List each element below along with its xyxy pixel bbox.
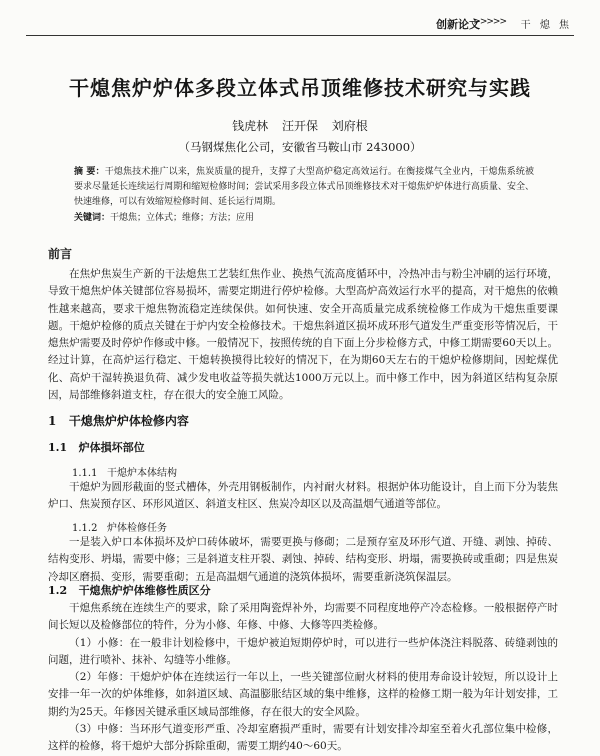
- section-1-2-body: [48, 600, 558, 756]
- abstract-text: 干熄焦技术推广以来，焦炭质量的提升，支撑了大型高炉稳定高效运行。在衡接煤气全业内，干熄焦系统被要求尽量延长连续运行周期和缩短检修时间；尝试采用多段立体式吊顶维修技术对干熄焦炉炉体进行高质量、安全、快速维修，可以有效缩短检修时间、延长运行周期。: [74, 167, 534, 207]
- section-1-2-heading: [48, 582, 211, 598]
- header-journal-name: 干 熄 焦: [520, 20, 572, 31]
- section-1-1-2-heading: [72, 519, 167, 534]
- abstract-label: 摘 要：: [74, 167, 105, 177]
- section-1-heading: [48, 412, 189, 429]
- section-1-2-title: 干熄焦炉炉体维修性质区分: [78, 584, 211, 597]
- section-1-number: 1: [48, 414, 57, 428]
- header-section-label: 创新论文: [436, 18, 480, 31]
- section-1-1-2-number: 1.1.2: [72, 523, 98, 534]
- affiliation: （马钢煤焦化公司，安徽省马鞍山市 243000）: [178, 140, 422, 154]
- section-1-1-2-title: 炉体检修任务: [107, 523, 167, 534]
- section-1-1-number: 1.1: [48, 441, 68, 454]
- list-item: （3）中修：当环形气道变形严重、冷却室磨损严重时，需要有计划安排冷却室至着火孔部位集中检修，这样的检修，将干熄炉大部分拆除重砌，需要工期约40～60天。: [48, 723, 558, 753]
- preface-heading: 前言: [48, 247, 73, 261]
- section-1-1-1-number: 1.1.1: [72, 468, 98, 479]
- section-1-2-intro: 干熄焦系统在连续生产的要求，除了采用陶瓷焊补外，均需要不同程度地停产冷态检修。一般根据停产时间长短以及检修部位的特件，分为小修、年修、中修、大修等四类检修。: [48, 602, 558, 632]
- keywords-text: 干熄焦；立体式；维修；方法；应用: [110, 213, 255, 223]
- list-item: （1）小修：在一般非计划检修中，干熄炉被迫短期停炉时，可以进行一些炉体浇注料脱落、砖缝剥蚀的问题，进行喷补、抹补、勾缝等小维修。: [48, 636, 558, 666]
- section-1-1-1-heading: [72, 464, 177, 479]
- section-1-1-1-paragraph: 干熄炉为圆形截面的竖式槽体，外壳用钢板制作，内衬耐火材料。根据炉体功能设计，自上而下分为装焦炉口、焦炭预存区、环形风道区、斜道支柱区、焦炭冷却区以及高温烟气通道等部位。: [48, 481, 558, 511]
- section-1-1-heading: [48, 439, 145, 455]
- abstract: [74, 165, 534, 210]
- authors: 钱虎林 汪开保 刘府根: [232, 119, 368, 133]
- list-item: （2）年修：干熄炉炉体在连续运行一年以上，一些关键部位耐火材料的使用寿命设计较短，所以设计上安排一年一次的炉体维修，如斜道区域、高温膨胀结区域的集中维修，这样的检修工期一般为年计划安排，工期约为25天。年修因关键承重区域局部维修，存在很大的安全风险。: [48, 671, 558, 718]
- keywords: [74, 210, 534, 223]
- section-1-2-number: 1.2: [48, 584, 68, 597]
- header-arrows: >>>>>: [473, 17, 506, 27]
- section-1-1-2-paragraph: 一是装入炉口本体损坏及炉口砖体破坏，需要更换与修砌；二是预存室及环形气道、开缝、剥蚀、掉砖、结构变形、坍塌，需要中修；三是斜道支柱开裂、剥蚀、掉砖、结构变形、坍塌，需要换砖或重砌；四是焦炭冷却区磨损、变形，需要重砌；五是高温烟气通道的浇筑体损坏，需要重新浇筑保温层。: [48, 536, 558, 583]
- section-1-title: 干熄焦炉炉体检修内容: [68, 414, 189, 428]
- page-header: [0, 0, 600, 42]
- paper-title: 干熄焦炉炉体多段立体式吊顶维修技术研究与实践: [69, 76, 531, 100]
- section-1-1-title: 炉体損坏部位: [78, 441, 145, 454]
- header-rule: [26, 35, 574, 36]
- section-1-1-1-title: 干熄炉本体结构: [107, 468, 177, 479]
- keywords-label: 关键词：: [74, 213, 111, 223]
- preface-paragraph: 在焦炉焦炭生产新的干法熄焦工艺装红焦作业、换热气流高度循环中，冷热冲击与粉尘冲刷的运行环境，导致干熄焦炉体关键部位容易损坏，需要定期进行停炉检修。大型高炉高效运行水平的提高，对干熄焦的依赖性越来越高，要求干熄焦物流稳定连续保供。如何快速、安全开高质量完成系统检修工作成为干熄焦重要课题。干熄炉检修的质点关键在于炉内安全检修技术。干熄焦斜道区损坏成环形气道发生严重变形等情况后，干熄焦炉需要及时停炉作修或中修。一般情况下，按照传统的自下面上分步检修方式，中修工期需要60天以上。经过计算，在高炉运行稳定、干熄转换摸得比较好的情况下，在为期60天左右的干熄炉检修期间，因蛇煤优化、高炉干湿转换退负荷、减少发电收益等损失就达1000万元以上。而中修工作中，因为斜道区结构复杂原因，局部维修斜道支柱，存在很大的安全施工风险。: [48, 268, 558, 402]
